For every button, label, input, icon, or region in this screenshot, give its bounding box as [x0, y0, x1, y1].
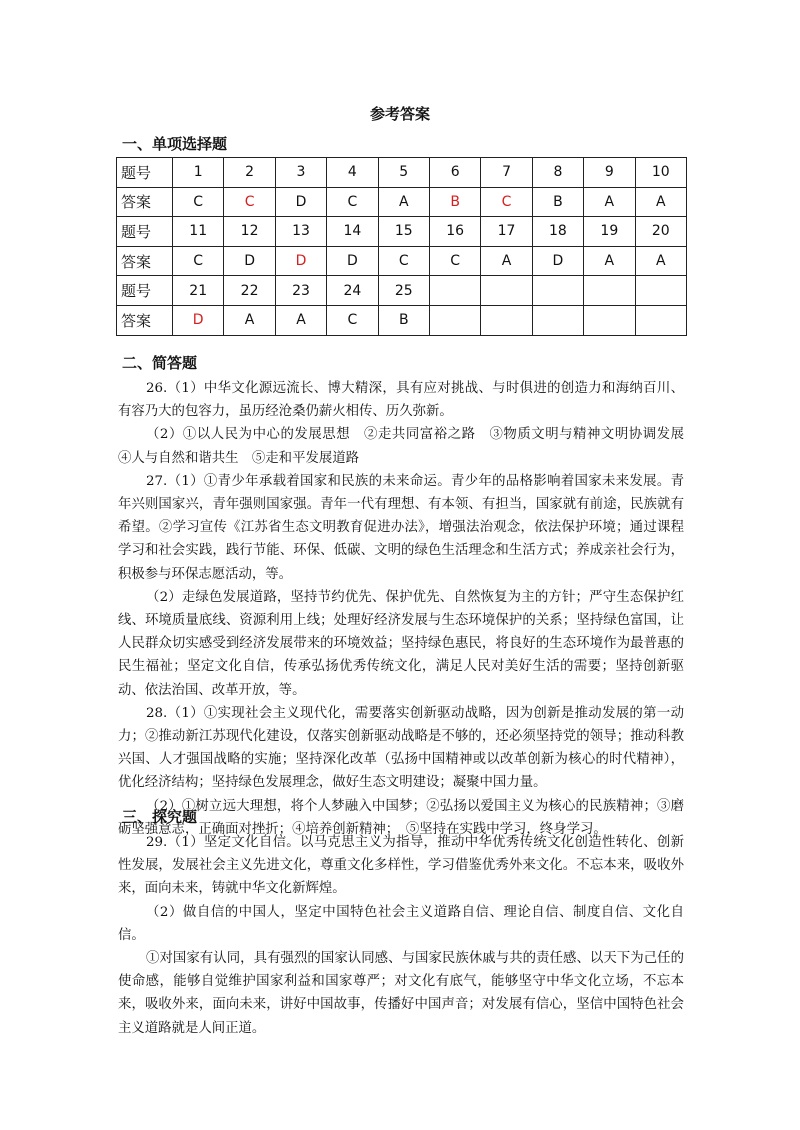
- table-row: [117, 246, 687, 276]
- table-row: [117, 217, 687, 247]
- inquiry-body: [118, 831, 684, 1040]
- section-heading-short-answer: 二、简答题: [122, 354, 198, 372]
- answer-26-2: （2）①以人民为中心的发展思想 ②走共同富裕之路 ③物质文明与精神文明协调发展 ④人与自然和谐共生 ⑤走和平发展道路: [118, 427, 698, 466]
- table-cell: [532, 305, 583, 335]
- table-cell: 14: [327, 217, 378, 247]
- table-cell: D: [275, 187, 326, 217]
- table-cell: B: [429, 187, 480, 217]
- table-cell: D: [173, 305, 224, 335]
- answer-29-3: ①对国家有认同，具有强烈的国家认同感、与国家民族休戚与共的责任感、以天下为己任的使命感，能够自觉维护国家利益和国家尊严；对文化有底气，能够坚守中华文化立场，不忘本来，吸收外来，面向未来，讲好中国故事，传播好中国声音；对发展有信心，坚信中国特色社会主义道路就是人间正道。: [118, 951, 684, 1036]
- table-cell: 12: [224, 217, 275, 247]
- short-answer-body: [118, 377, 698, 841]
- table-cell: 11: [173, 217, 224, 247]
- table-cell: 9: [584, 158, 635, 188]
- table-cell: A: [584, 187, 635, 217]
- answer-27-2: （2）走绿色发展道路，坚持节约优先、保护优先、自然恢复为主的方针；严守生态保护红线、环境质量底线、资源利用上线；处理好经济发展与生态环境保护的关系；坚持绿色富国，让人民群众切实感受到经济发展带来的环境效益；坚持绿色惠民，将良好的生态环境作为最普惠的民生福祉；坚定文化自信，传承弘扬优秀传统文化，满足人民对美好生活的需要；坚持创新驱动、依法治国、改革开放，等。: [118, 589, 684, 698]
- page-title: 参考答案: [369, 105, 430, 123]
- table-cell: 19: [584, 217, 635, 247]
- table-cell: C: [173, 187, 224, 217]
- answer-26-1: 26.（1）中华文化源远流长、博大精深，具有应对挑战、与时俱进的创造力和海纳百川、有容乃大的包容力，虽历经沧桑仍薪火相传、历久弥新。: [118, 381, 684, 420]
- table-cell: [584, 276, 635, 306]
- table-cell: A: [378, 187, 429, 217]
- answer-table-body: [117, 158, 687, 336]
- table-cell: 23: [275, 276, 326, 306]
- table-cell: A: [584, 246, 635, 276]
- table-cell: B: [378, 305, 429, 335]
- table-cell: 13: [275, 217, 326, 247]
- table-cell: 20: [635, 217, 686, 247]
- answer-28-1: 28.（1）①实现社会主义现代化，需要落实创新驱动战略，因为创新是推动发展的第一动力；②推动新江苏现代化建设，仅落实创新驱动战略是不够的，还必须坚持党的领导；推动科教兴国、人才强国战略的实施；坚持深化改革（弘扬中国精神或以改革创新为核心的时代精神），优化经济结构；坚持绿色发展理念，做好生态文明建设；凝聚中国力量。: [118, 705, 684, 791]
- section-heading-choice: 一、单项选择题: [122, 135, 228, 153]
- table-cell: D: [327, 246, 378, 276]
- table-cell: 8: [532, 158, 583, 188]
- row-label: 答案: [117, 305, 173, 335]
- answer-29-1: 29.（1）坚定文化自信。以马克思主义为指导，推动中华优秀传统文化创造性转化、创新性发展，发展社会主义先进文化，尊重文化多样性，学习借鉴优秀外来文化。不忘本来，吸收外来，面向未来，铸就中华文化新辉煌。: [118, 835, 684, 897]
- table-cell: 17: [481, 217, 532, 247]
- table-cell: A: [635, 187, 686, 217]
- table-cell: [584, 305, 635, 335]
- table-cell: [429, 276, 480, 306]
- answer-table: [116, 157, 687, 336]
- table-cell: 21: [173, 276, 224, 306]
- table-cell: 16: [429, 217, 480, 247]
- table-cell: [635, 276, 686, 306]
- table-row: [117, 158, 687, 188]
- table-cell: 4: [327, 158, 378, 188]
- table-cell: D: [532, 246, 583, 276]
- table-cell: B: [532, 187, 583, 217]
- table-cell: A: [275, 305, 326, 335]
- table-cell: C: [378, 246, 429, 276]
- table-cell: [481, 276, 532, 306]
- table-cell: [429, 305, 480, 335]
- table-cell: [635, 305, 686, 335]
- table-row: [117, 305, 687, 335]
- table-cell: C: [327, 305, 378, 335]
- table-cell: C: [173, 246, 224, 276]
- table-cell: C: [481, 187, 532, 217]
- table-cell: 2: [224, 158, 275, 188]
- table-cell: C: [327, 187, 378, 217]
- table-cell: 6: [429, 158, 480, 188]
- row-label: 答案: [117, 187, 173, 217]
- table-cell: [532, 276, 583, 306]
- table-cell: 25: [378, 276, 429, 306]
- table-row: [117, 276, 687, 306]
- table-cell: D: [224, 246, 275, 276]
- row-label: 答案: [117, 246, 173, 276]
- table-cell: 10: [635, 158, 686, 188]
- table-cell: 24: [327, 276, 378, 306]
- table-row: [117, 187, 687, 217]
- table-cell: [481, 305, 532, 335]
- table-cell: D: [275, 246, 326, 276]
- table-cell: 5: [378, 158, 429, 188]
- section-heading-inquiry: 三、探究题: [122, 808, 198, 826]
- answer-28-2: （2）①树立远大理想，将个人梦融入中国梦；②弘扬以爱国主义为核心的民族精神；③磨砺坚强意志，正确面对挫折；④培养创新精神； ⑤坚持在实践中学习，终身学习。: [118, 798, 684, 837]
- row-label: 题号: [117, 158, 173, 188]
- table-cell: 15: [378, 217, 429, 247]
- table-cell: 22: [224, 276, 275, 306]
- table-cell: 18: [532, 217, 583, 247]
- row-label: 题号: [117, 276, 173, 306]
- table-cell: A: [224, 305, 275, 335]
- table-cell: A: [481, 246, 532, 276]
- table-cell: 3: [275, 158, 326, 188]
- row-label: 题号: [117, 217, 173, 247]
- table-cell: 1: [173, 158, 224, 188]
- table-cell: A: [635, 246, 686, 276]
- table-cell: C: [224, 187, 275, 217]
- answer-29-2: （2）做自信的中国人，坚定中国特色社会主义道路自信、理论自信、制度自信、文化自信。: [118, 904, 684, 943]
- answer-27-1: 27.（1）①青少年承载着国家和民族的未来命运。青少年的品格影响着国家未来发展。青年兴则国家兴，青年强则国家强。青年一代有理想、有本领、有担当，国家就有前途，民族就有希望。②学习宣传《江苏省生态文明教育促进办法》，增强法治观念，依法保护环境；通过课程学习和社会实践，践行节能、环保、低碳、文明的绿色生活理念和生活方式；养成亲社会行为，积极参与环保志愿活动，等。: [118, 473, 684, 582]
- table-cell: 7: [481, 158, 532, 188]
- table-cell: C: [429, 246, 480, 276]
